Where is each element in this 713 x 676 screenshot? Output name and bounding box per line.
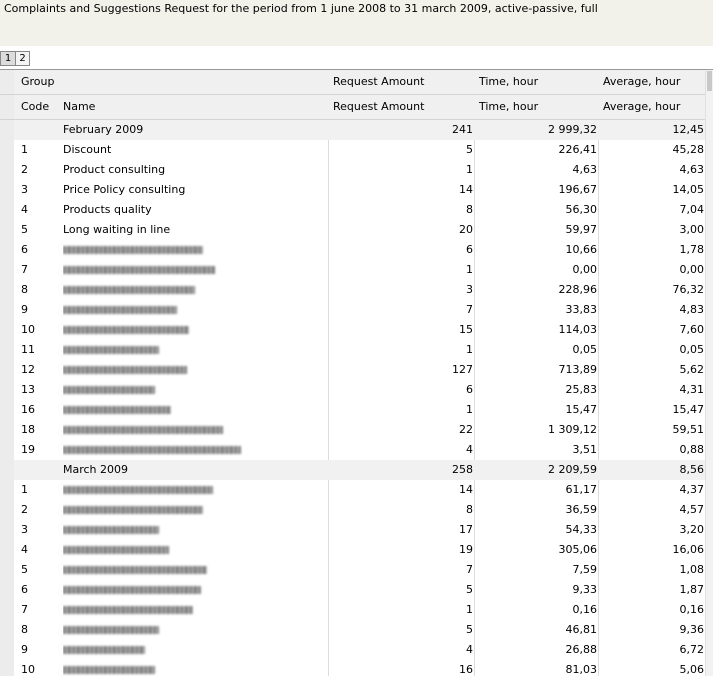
name-cell <box>63 260 328 280</box>
code-cell: 7 <box>21 263 28 276</box>
name-cell <box>63 540 328 560</box>
request-amount-cell: 258 <box>452 463 473 476</box>
row-marker <box>0 160 14 180</box>
redacted-name <box>63 486 213 494</box>
row-marker <box>0 280 14 300</box>
table-row[interactable] <box>0 280 713 300</box>
name-cell <box>63 300 328 320</box>
request-amount-cell: 17 <box>459 523 473 536</box>
average-hour-cell: 45,28 <box>672 143 704 156</box>
table-row[interactable] <box>0 140 713 160</box>
request-amount-cell: 7 <box>466 303 473 316</box>
name-cell <box>63 400 328 420</box>
request-amount-cell: 22 <box>459 423 473 436</box>
average-hour-cell: 0,16 <box>679 603 704 616</box>
time-hour-cell: 196,67 <box>558 183 597 196</box>
row-marker <box>0 500 14 520</box>
average-hour-cell: 4,31 <box>679 383 704 396</box>
table-row[interactable] <box>0 340 713 360</box>
table-row[interactable] <box>0 300 713 320</box>
vertical-scrollbar[interactable] <box>705 70 713 676</box>
name-cell <box>63 440 328 460</box>
redacted-name <box>63 666 155 674</box>
code-cell: 13 <box>21 383 35 396</box>
header-name[interactable]: Name <box>63 100 96 113</box>
time-hour-cell: 10,66 <box>565 243 597 256</box>
header-request-amount-sub[interactable]: Request Amount <box>333 100 425 113</box>
code-cell: 5 <box>21 223 28 236</box>
scrollbar-thumb[interactable] <box>707 71 712 91</box>
header-time-hour-sub[interactable]: Time, hour <box>479 100 539 113</box>
time-hour-cell: 81,03 <box>565 663 597 676</box>
table-row[interactable] <box>0 540 713 560</box>
time-hour-cell: 25,83 <box>565 383 597 396</box>
redacted-name <box>63 546 169 554</box>
row-marker <box>0 420 14 440</box>
time-hour-cell: 2 999,32 <box>548 123 597 136</box>
time-hour-cell: 56,30 <box>565 203 597 216</box>
code-cell: 10 <box>21 323 35 336</box>
code-cell: 8 <box>21 283 28 296</box>
average-hour-cell: 5,62 <box>679 363 704 376</box>
time-hour-cell: 3,51 <box>572 443 597 456</box>
code-cell: 4 <box>21 543 28 556</box>
time-hour-cell: 2 209,59 <box>548 463 597 476</box>
name-cell <box>63 420 328 440</box>
request-amount-cell: 127 <box>452 363 473 376</box>
table-row[interactable] <box>0 580 713 600</box>
name-cell <box>63 520 328 540</box>
table-row[interactable] <box>0 660 713 676</box>
group-row[interactable] <box>0 120 713 140</box>
header-row-columns <box>0 95 713 120</box>
code-cell: 3 <box>21 183 28 196</box>
time-hour-cell: 713,89 <box>558 363 597 376</box>
time-hour-cell: 15,47 <box>565 403 597 416</box>
request-amount-cell: 14 <box>459 483 473 496</box>
request-amount-cell: 1 <box>466 263 473 276</box>
average-hour-cell: 1,87 <box>679 583 704 596</box>
time-hour-cell: 1 309,12 <box>548 423 597 436</box>
average-hour-cell: 3,20 <box>679 523 704 536</box>
row-marker <box>0 560 14 580</box>
row-marker <box>0 320 14 340</box>
group-row[interactable] <box>0 460 713 480</box>
name-cell <box>63 240 328 260</box>
row-marker <box>0 200 14 220</box>
table-row[interactable] <box>0 200 713 220</box>
time-hour-cell: 0,00 <box>572 263 597 276</box>
header-row-group <box>0 70 713 95</box>
average-hour-cell: 9,36 <box>679 623 704 636</box>
code-cell: 9 <box>21 303 28 316</box>
average-hour-cell: 14,05 <box>672 183 704 196</box>
header-time-hour[interactable]: Time, hour <box>479 75 539 88</box>
code-cell: 4 <box>21 203 28 216</box>
name-cell <box>63 580 328 600</box>
average-hour-cell: 5,06 <box>679 663 704 676</box>
code-cell: 1 <box>21 143 28 156</box>
request-amount-cell: 1 <box>466 343 473 356</box>
request-amount-cell: 5 <box>466 583 473 596</box>
table-row[interactable] <box>0 220 713 240</box>
average-hour-cell: 3,00 <box>679 223 704 236</box>
redacted-name <box>63 426 223 434</box>
code-cell: 6 <box>21 243 28 256</box>
table-row[interactable] <box>0 160 713 180</box>
header-average-hour-sub[interactable]: Average, hour <box>603 100 681 113</box>
name-cell <box>63 500 328 520</box>
average-hour-cell: 76,32 <box>672 283 704 296</box>
code-cell: 16 <box>21 403 35 416</box>
time-hour-cell: 54,33 <box>565 523 597 536</box>
request-amount-cell: 1 <box>466 403 473 416</box>
average-hour-cell: 7,60 <box>679 323 704 336</box>
request-amount-cell: 1 <box>466 163 473 176</box>
page-tabs <box>0 51 30 67</box>
time-hour-cell: 226,41 <box>558 143 597 156</box>
table-row[interactable] <box>0 600 713 620</box>
redacted-name <box>63 386 155 394</box>
redacted-name <box>63 246 203 254</box>
redacted-name <box>63 286 195 294</box>
request-amount-cell: 241 <box>452 123 473 136</box>
name-cell: February 2009 <box>63 123 144 136</box>
time-hour-cell: 0,05 <box>572 343 597 356</box>
redacted-name <box>63 606 193 614</box>
page-tab-2[interactable]: 2 <box>15 51 30 66</box>
request-amount-cell: 6 <box>466 383 473 396</box>
average-hour-cell: 0,05 <box>679 343 704 356</box>
row-marker <box>0 340 14 360</box>
code-cell: 18 <box>21 423 35 436</box>
row-marker <box>0 180 14 200</box>
average-hour-cell: 8,56 <box>679 463 704 476</box>
row-marker <box>0 300 14 320</box>
name-cell: Discount <box>63 143 112 156</box>
name-cell <box>63 660 328 676</box>
time-hour-cell: 36,59 <box>565 503 597 516</box>
row-marker <box>0 70 14 94</box>
average-hour-cell: 4,57 <box>679 503 704 516</box>
row-marker <box>0 220 14 240</box>
code-cell: 12 <box>21 363 35 376</box>
request-amount-cell: 7 <box>466 563 473 576</box>
time-hour-cell: 9,33 <box>572 583 597 596</box>
average-hour-cell: 15,47 <box>672 403 704 416</box>
name-cell <box>63 480 328 500</box>
redacted-name <box>63 366 187 374</box>
name-cell <box>63 280 328 300</box>
request-amount-cell: 14 <box>459 183 473 196</box>
table-row[interactable] <box>0 240 713 260</box>
page-tab-1[interactable]: 1 <box>0 51 15 66</box>
request-amount-cell: 8 <box>466 203 473 216</box>
table-row[interactable] <box>0 520 713 540</box>
report-title: Complaints and Suggestions Request for the period from 1 june 2008 to 31 march 2009, active-passive, full <box>0 0 713 46</box>
name-cell <box>63 320 328 340</box>
table-row[interactable] <box>0 640 713 660</box>
redacted-name <box>63 586 201 594</box>
table-row[interactable] <box>0 420 713 440</box>
row-marker <box>0 260 14 280</box>
row-marker <box>0 380 14 400</box>
redacted-name <box>63 326 189 334</box>
time-hour-cell: 0,16 <box>572 603 597 616</box>
code-cell: 2 <box>21 503 28 516</box>
header-average-hour[interactable]: Average, hour <box>603 75 681 88</box>
name-cell <box>63 380 328 400</box>
average-hour-cell: 7,04 <box>679 203 704 216</box>
table-row[interactable] <box>0 260 713 280</box>
report-grid <box>0 69 713 676</box>
name-cell <box>63 620 328 640</box>
table-row[interactable] <box>0 500 713 520</box>
header-request-amount[interactable]: Request Amount <box>333 75 425 88</box>
average-hour-cell: 0,88 <box>679 443 704 456</box>
time-hour-cell: 33,83 <box>565 303 597 316</box>
time-hour-cell: 59,97 <box>565 223 597 236</box>
time-hour-cell: 4,63 <box>572 163 597 176</box>
row-marker <box>0 440 14 460</box>
average-hour-cell: 1,78 <box>679 243 704 256</box>
request-amount-cell: 8 <box>466 503 473 516</box>
table-row[interactable] <box>0 360 713 380</box>
row-marker <box>0 540 14 560</box>
row-marker <box>0 400 14 420</box>
name-cell: March 2009 <box>63 463 129 476</box>
row-marker <box>0 240 14 260</box>
code-cell: 5 <box>21 563 28 576</box>
code-cell: 8 <box>21 623 28 636</box>
table-row[interactable] <box>0 380 713 400</box>
redacted-name <box>63 506 203 514</box>
average-hour-cell: 4,83 <box>679 303 704 316</box>
name-cell <box>63 360 328 380</box>
average-hour-cell: 59,51 <box>672 423 704 436</box>
code-cell: 7 <box>21 603 28 616</box>
request-amount-cell: 4 <box>466 443 473 456</box>
average-hour-cell: 12,45 <box>672 123 704 136</box>
redacted-name <box>63 566 207 574</box>
average-hour-cell: 1,08 <box>679 563 704 576</box>
name-cell <box>63 560 328 580</box>
time-hour-cell: 61,17 <box>565 483 597 496</box>
average-hour-cell: 4,63 <box>679 163 704 176</box>
code-cell: 6 <box>21 583 28 596</box>
code-cell: 2 <box>21 163 28 176</box>
row-marker <box>0 620 14 640</box>
request-amount-cell: 4 <box>466 643 473 656</box>
name-cell <box>63 340 328 360</box>
name-cell <box>63 640 328 660</box>
redacted-name <box>63 646 145 654</box>
code-cell: 3 <box>21 523 28 536</box>
table-row[interactable] <box>0 320 713 340</box>
time-hour-cell: 26,88 <box>565 643 597 656</box>
code-cell: 10 <box>21 663 35 676</box>
request-amount-cell: 16 <box>459 663 473 676</box>
redacted-name <box>63 446 241 454</box>
time-hour-cell: 305,06 <box>558 543 597 556</box>
name-cell: Price Policy consulting <box>63 183 186 196</box>
row-marker <box>0 95 14 119</box>
redacted-name <box>63 306 177 314</box>
name-cell: Long waiting in line <box>63 223 171 236</box>
table-row[interactable] <box>0 480 713 500</box>
code-cell: 19 <box>21 443 35 456</box>
row-marker <box>0 460 14 480</box>
request-amount-cell: 1 <box>466 603 473 616</box>
table-row[interactable] <box>0 560 713 580</box>
row-marker <box>0 520 14 540</box>
row-marker <box>0 640 14 660</box>
average-hour-cell: 4,37 <box>679 483 704 496</box>
row-marker <box>0 480 14 500</box>
redacted-name <box>63 626 159 634</box>
average-hour-cell: 0,00 <box>679 263 704 276</box>
code-cell: 9 <box>21 643 28 656</box>
average-hour-cell: 6,72 <box>679 643 704 656</box>
row-marker <box>0 600 14 620</box>
request-amount-cell: 15 <box>459 323 473 336</box>
table-row[interactable] <box>0 180 713 200</box>
table-row[interactable] <box>0 620 713 640</box>
row-marker <box>0 580 14 600</box>
header-code[interactable]: Code <box>21 100 50 113</box>
table-row[interactable] <box>0 400 713 420</box>
name-cell: Products quality <box>63 203 152 216</box>
redacted-name <box>63 406 171 414</box>
request-amount-cell: 19 <box>459 543 473 556</box>
request-amount-cell: 3 <box>466 283 473 296</box>
row-marker <box>0 120 14 140</box>
name-cell <box>63 600 328 620</box>
request-amount-cell: 6 <box>466 243 473 256</box>
row-marker <box>0 140 14 160</box>
redacted-name <box>63 266 215 274</box>
row-marker <box>0 360 14 380</box>
request-amount-cell: 20 <box>459 223 473 236</box>
redacted-name <box>63 346 159 354</box>
time-hour-cell: 46,81 <box>565 623 597 636</box>
table-body <box>0 120 713 676</box>
request-amount-cell: 5 <box>466 143 473 156</box>
code-cell <box>21 460 59 480</box>
name-cell: Product consulting <box>63 163 166 176</box>
time-hour-cell: 7,59 <box>572 563 597 576</box>
code-cell: 11 <box>21 343 35 356</box>
header-group[interactable]: Group <box>21 75 55 88</box>
row-marker <box>0 660 14 676</box>
average-hour-cell: 16,06 <box>672 543 704 556</box>
code-cell: 1 <box>21 483 28 496</box>
table-row[interactable] <box>0 440 713 460</box>
request-amount-cell: 5 <box>466 623 473 636</box>
code-cell <box>21 120 59 140</box>
time-hour-cell: 114,03 <box>558 323 597 336</box>
time-hour-cell: 228,96 <box>558 283 597 296</box>
redacted-name <box>63 526 159 534</box>
